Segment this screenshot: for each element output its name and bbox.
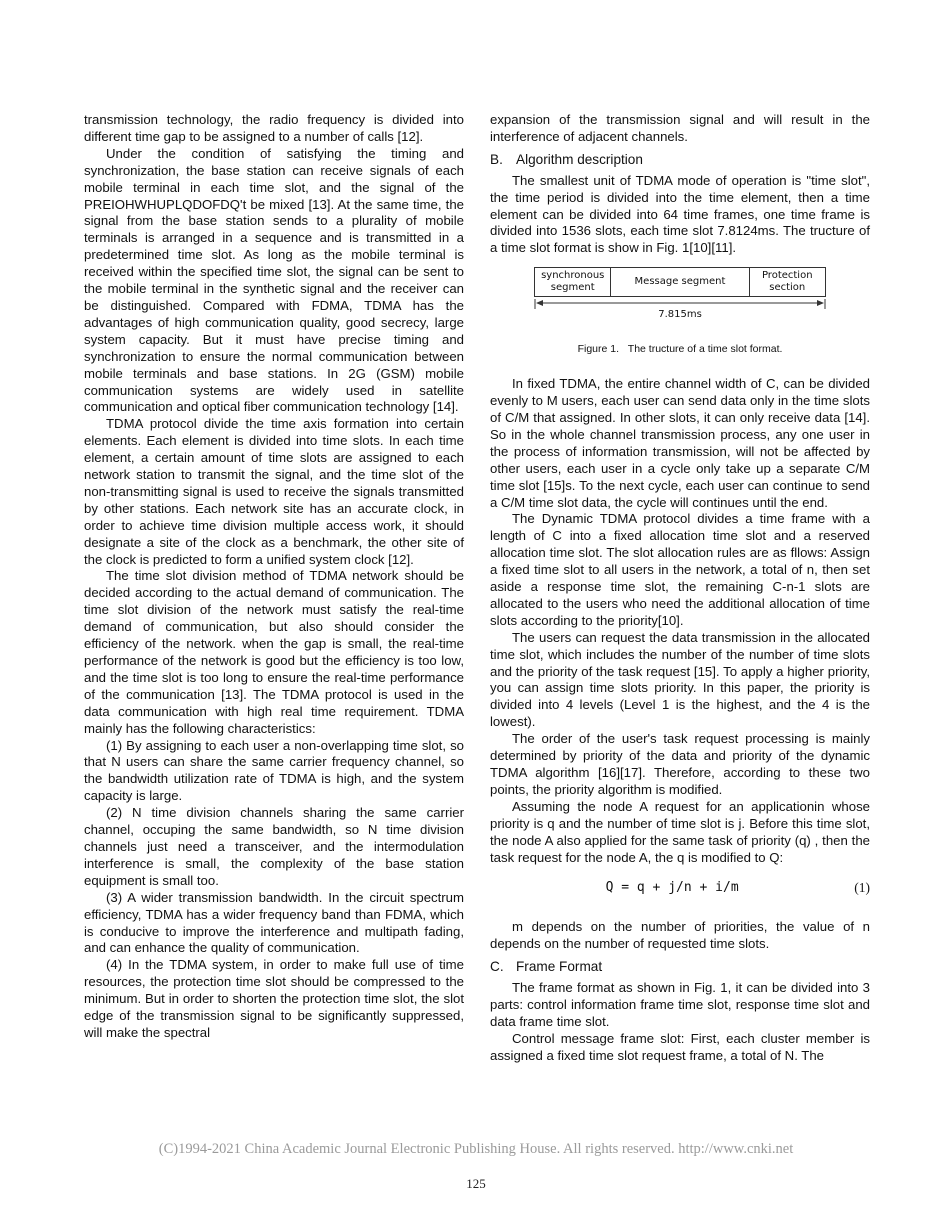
paragraph: The users can request the data transmission in the allocated time slot, which includes the number of the number of time slots and the priority of the task request [15]. To apply a higher priority, you can assign time slots priority. In this paper, the priority is divided into 4 levels (Level 1 is the highest, and the 4 is the lowest).	[490, 629, 870, 730]
page-number: 125	[466, 1176, 486, 1191]
synchronous-segment: synchronous segment	[535, 268, 611, 296]
slot-format-bar	[534, 267, 826, 297]
section-title: Algorithm description	[516, 151, 643, 167]
section-heading-c	[490, 959, 870, 976]
list-item: (3) A wider transmission bandwidth. In the circuit spectrum efficiency, TDMA has a wider frequency band than FDMA, which is conducive to improve the interference and multipath fading, and can enhance the quality of communication.	[84, 889, 464, 956]
paragraph: Assuming the node A request for an applicationin whose priority is q and the number of time slot is j. Before this time slot, the node A also applied for the same task of priority (q) , then the task request for the node A, the q is modified to Q:	[490, 798, 870, 865]
paragraph: Control message frame slot: First, each cluster member is assigned a fixed time slot request frame, a total of N. The	[490, 1030, 870, 1063]
section-letter: C.	[490, 959, 504, 975]
list-item: (4) In the TDMA system, in order to make full use of time resources, the protection time slot should be compressed to the minimum. But in order to shorten the protection time slot, the slot edge of the transmission signal to be significantly suppressed, will make the spectral	[84, 957, 464, 1040]
message-segment: Message segment	[611, 268, 749, 296]
figure-caption	[490, 341, 870, 358]
list-item: (2) N time division channels sharing the same carrier channel, occuping the same bandwidth, so N time division channels just need a transceiver, and the intermodulation interference is small, the complexity of the base station equipment is small too.	[84, 805, 464, 888]
time-slot-diagram	[534, 267, 826, 321]
caption-text: The tructure of a time slot format.	[627, 343, 783, 356]
list-item: (1) By assigning to each user a non-overlapping time slot, so that N users can share the same carrier frequency channel, so the bandwidth utilization rate of TDMA is high, and the system capacity is large.	[84, 737, 464, 804]
paragraph: The time slot division method of TDMA network should be decided according to the actual demand of communication. The time slot division of the network must satisfy the real-time demand of communication, but also should consider the efficiency of the network. when the gap is small, the real-time performance of the network is good but the efficiency is too low, and the time slot is too long to ensure the real-time performance of the communication [13]. The TDMA protocol is used in the data communication with high real time requirement. TDMA mainly has the following characteristics:	[84, 568, 464, 736]
paragraph: In fixed TDMA, the entire channel width of C, can be divided evenly to M users, each user can send data only in the time slots of C/M that assigned. In other slots, it can only receive data [14]. So in the whole channel transmission process, any one user in the process of information transmission, will not be affected by other users, each user in a cycle only take up a separate C/M time slot [15]s. To the next cycle, each user can continue to send a C/M time slot data, the cycle will continues until the end.	[490, 376, 870, 510]
section-letter: B.	[490, 151, 503, 167]
paragraph: m depends on the number of priorities, the value of n depends on the number of requested time slots.	[490, 919, 870, 952]
section-heading-b	[490, 152, 870, 169]
equation-1	[490, 880, 870, 897]
paragraph: The Dynamic TDMA protocol divides a time frame with a length of C into a fixed allocation time slot and a reserved allocation time slot. The slot allocation rules are as fllows: Assign a fixed time slot to all users in the network, a total of n, then set aside a response time slot, the remaining C-n-1 slots are allocated to the users who need the additional allocation of time slots according to the priority[10].	[490, 511, 870, 628]
right-column	[490, 112, 870, 1065]
paragraph: Under the condition of satisfying the timing and synchronization, the base station can receive signals of each mobile terminal in each time slot, and the signal of the PREIOHWHUPLQDOFDQ't be mixed [13]. At the same time, the signal from the base station sends to a plurality of mobile terminals is arranged in a sequence and is transmitted in a predetermined time slot. As long as the mobile terminal is received within the specified time slot, the signal can be sent to the mobile terminal in the synthetic signal and the receiver can be distinguished. Compared with FDMA, TDMA has the advantages of high communication quality, good secrecy, large system capacity. But it must have precise timing and synchronization to ensure the normal communication between mobile terminals and base stations. In 2G (GSM) mobile communication systems are widely used in satellite communication and optical fiber communication technology [14].	[84, 145, 464, 415]
paragraph: expansion of the transmission signal and will result in the interference of adjacent channels.	[490, 112, 870, 144]
section-title: Frame Format	[516, 959, 603, 975]
equation-number: (1)	[854, 880, 870, 896]
figure-1	[490, 267, 870, 358]
paragraph: TDMA protocol divide the time axis formation into certain elements. Each element is divided into time slots. In each time element, a certain amount of time slots are assigned to each network station to transmit the signal, and the time slot of the non-transmitting signal is used to receive the signals transmitted by other stations. Each network site has an accurate clock, in order to achieve time division multiple access work, it should designate a site of the clock as a benchmark, the other site of the clock is predicted to form a unified system clock [12].	[84, 416, 464, 567]
left-column	[84, 112, 464, 1042]
copyright-footer: (C)1994-2021 China Academic Journal Electronic Publishing House. All rights reserved. http://www.cnki.net	[158, 1141, 794, 1157]
paragraph: The smallest unit of TDMA mode of operation is "time slot", the time period is divided into the time element, then a time element can be divided into 64 time frames, one time frame is divided into 1536 slots, each time slot 7.8124ms. The tructure of a time slot format is show in Fig. 1[10][11].	[490, 172, 870, 256]
duration-arrow	[534, 299, 826, 321]
duration-label: 7.815ms	[658, 309, 702, 321]
paragraph: The frame format as shown in Fig. 1, it can be divided into 3 parts: control information frame time slot, response time slot and data frame time slot.	[490, 980, 870, 1029]
paragraph: The order of the user's task request processing is mainly determined by priority of the data and priority of the dynamic TDMA algorithm [16][17]. Therefore, according to these two points, the priority algorithm is modified.	[490, 731, 870, 797]
paragraph: transmission technology, the radio frequency is divided into different time gap to be assigned to a number of calls [12].	[84, 112, 464, 144]
caption-label: Figure 1.	[577, 343, 620, 356]
protection-section: Protection section	[761, 270, 813, 294]
equation-body: Q = q + j/n + i/m	[605, 880, 739, 896]
